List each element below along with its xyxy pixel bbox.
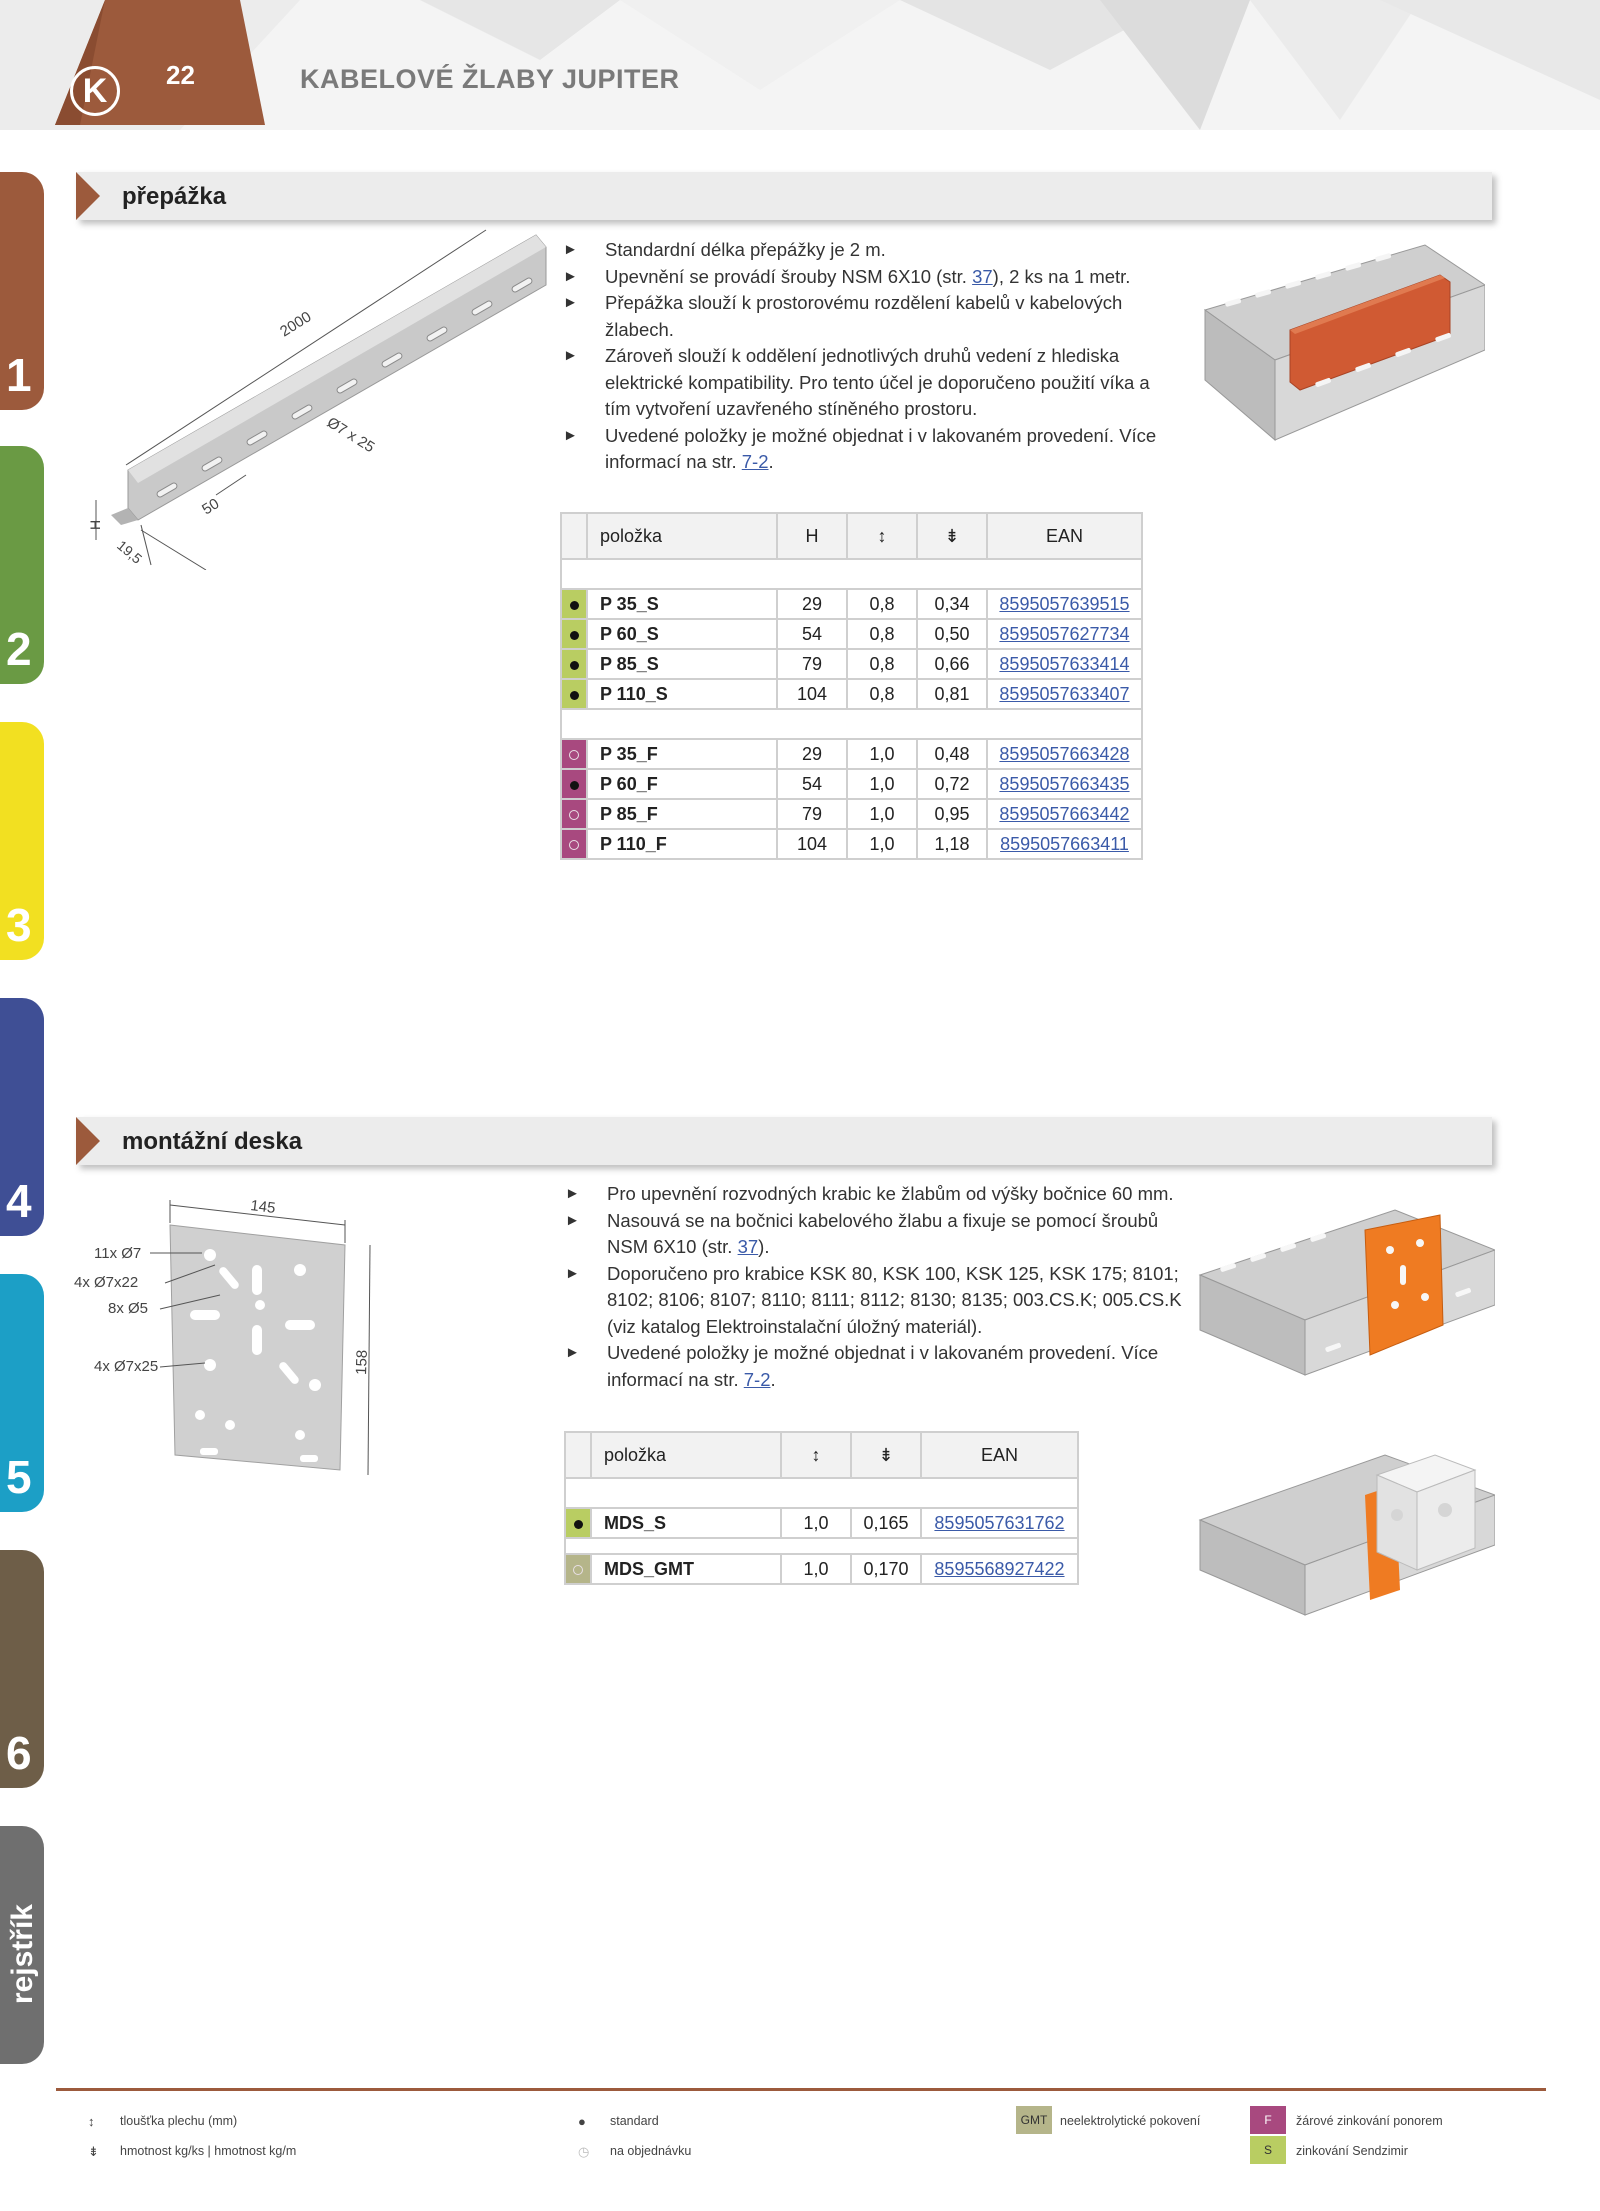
- item-code: P 110_F: [587, 829, 777, 859]
- standard-indicator: [561, 769, 587, 799]
- table-spacer: [561, 559, 1142, 589]
- item-code: P 60_S: [587, 619, 777, 649]
- section-marker: [76, 1117, 100, 1165]
- footer-divider: [56, 2088, 1546, 2091]
- table-header-cell: EAN: [921, 1432, 1078, 1478]
- table-header-cell: [561, 513, 587, 559]
- table-header-row: [561, 513, 1142, 559]
- standard-indicator: [561, 619, 587, 649]
- side-tab-label: 5: [6, 1451, 32, 1503]
- page-link[interactable]: 37: [972, 265, 993, 287]
- ean-link[interactable]: 8595568927422: [934, 1558, 1065, 1579]
- thickness-icon: ↕: [847, 513, 917, 559]
- weight-cell: 0,34: [917, 589, 987, 619]
- table-header-row: [565, 1432, 1078, 1478]
- side-tab-label: 4: [6, 1175, 32, 1227]
- side-tab-4[interactable]: [0, 998, 44, 1236]
- weight-cell: 0,165: [851, 1508, 921, 1538]
- side-tab-label: 3: [6, 899, 32, 951]
- bullet-item: ► Upevnění se provádí šrouby NSM 6X10 (str. 37), 2 ks na 1 metr.: [563, 264, 1163, 291]
- bullet-arrow-icon: ►: [563, 241, 578, 258]
- ean-cell: [987, 619, 1142, 649]
- mounting-plate-description: [565, 1181, 1185, 1393]
- order-indicator: [565, 1554, 591, 1584]
- clock-icon: [569, 750, 579, 760]
- side-tab-label: 1: [6, 349, 32, 401]
- height-cell: 29: [777, 739, 847, 769]
- bullet-item: ► Zároveň slouží k oddělení jednotlivých druhů vedení z hlediska elektrické kompatibility. Pro tento účel je doporučeno použití víka a tím vytvoření uzavřeného stíněného prostoru.: [563, 345, 1150, 419]
- standard-indicator: [561, 589, 587, 619]
- table-spacer: [561, 709, 1142, 739]
- side-tab-5[interactable]: [0, 1274, 44, 1512]
- mounting-plate-drawing: [70, 1185, 390, 1495]
- dimension-height: H: [87, 519, 103, 530]
- table-row: [561, 739, 1142, 769]
- thickness-cell: 0,8: [847, 649, 917, 679]
- section-title: přepážka: [122, 183, 227, 210]
- ean-cell: [987, 769, 1142, 799]
- table-row: [561, 619, 1142, 649]
- bullet-item: ► Pro upevnění rozvodných krabic ke žlabům od výšky bočnice 60 mm.: [565, 1181, 1185, 1208]
- bullet-arrow-icon: ►: [565, 1344, 580, 1361]
- ean-link[interactable]: 8595057663411: [1000, 833, 1129, 854]
- table-row: [561, 799, 1142, 829]
- ean-link[interactable]: 8595057663435: [999, 773, 1130, 794]
- tray-with-mounting-plate-photo: [1195, 1205, 1495, 1380]
- table-spacer-cell: [565, 1538, 1078, 1554]
- ean-cell: [987, 589, 1142, 619]
- dimension-offset: 50: [199, 495, 223, 519]
- dimension-height: 158: [353, 1349, 371, 1376]
- gmt-swatch: GMT: [1016, 2106, 1052, 2134]
- thickness-cell: 0,8: [847, 589, 917, 619]
- bullet-arrow-icon: ►: [563, 347, 578, 364]
- standard-indicator: [561, 679, 587, 709]
- weight-cell: 0,95: [917, 799, 987, 829]
- standard-dot-icon: [570, 601, 579, 610]
- document-title: KABELOVÉ ŽLABY JUPITER: [300, 64, 680, 94]
- weight-cell: 0,72: [917, 769, 987, 799]
- ean-cell: [987, 799, 1142, 829]
- thickness-cell: 1,0: [781, 1554, 851, 1584]
- thickness-cell: 0,8: [847, 679, 917, 709]
- weight-cell: 0,66: [917, 649, 987, 679]
- height-cell: 79: [777, 799, 847, 829]
- clock-icon: [569, 840, 579, 850]
- bullet-item: ► Nasouvá se na bočnici kabelového žlabu a fixuje se pomocí šroubů NSM 6X10 (str. 37).: [565, 1209, 1159, 1257]
- dimension-width: 145: [249, 1197, 277, 1218]
- ean-link[interactable]: 8595057663428: [999, 743, 1130, 764]
- bullet-item: ► Doporučeno pro krabice KSK 80, KSK 100, KSK 125, KSK 175; 8101; 8102; 8106; 8107; 8110; 8111; 8112; 8130; 8135; 003.CS.K; 005.CS.K (viz katalog Elektroinstalační úložný materiál).: [565, 1262, 1182, 1337]
- table-spacer: [565, 1478, 1078, 1508]
- table-header-cell: položka: [591, 1432, 781, 1478]
- header-background: [0, 0, 1600, 130]
- weight-cell: 0,81: [917, 679, 987, 709]
- standard-dot-icon: [570, 661, 579, 670]
- bullet-item: ► Uvedené položky je možné objednat i v lakovaném provedení. Více informací na str. 7-2.: [563, 424, 1157, 472]
- bullet-arrow-icon: ►: [563, 294, 578, 311]
- table-header-cell: EAN: [987, 513, 1142, 559]
- height-cell: 29: [777, 589, 847, 619]
- ean-cell: [921, 1508, 1078, 1538]
- company-logo: K: [70, 66, 120, 116]
- ean-cell: [987, 679, 1142, 709]
- divider-spec-table: [560, 512, 1143, 860]
- legend-f: žárové zinkování ponorem: [1296, 2114, 1443, 2128]
- ean-link[interactable]: 8595057627734: [999, 623, 1130, 644]
- legend-gmt: neelektrolytické pokovení: [1060, 2114, 1201, 2128]
- height-cell: 104: [777, 829, 847, 859]
- bullet-item: ► Přepážka slouží k prostorovému rozdělení kabelů v kabelových žlabech.: [563, 292, 1123, 340]
- page-number: 22: [166, 60, 195, 90]
- ean-link[interactable]: 8595057633407: [999, 683, 1130, 704]
- clock-icon: ◷: [578, 2144, 590, 2159]
- table-header-cell: [565, 1432, 591, 1478]
- weight-icon: ⇟: [88, 2144, 99, 2159]
- legend-standard: standard: [610, 2114, 659, 2128]
- ean-link[interactable]: 8595057639515: [999, 593, 1130, 614]
- thickness-icon: ↕: [781, 1432, 851, 1478]
- ean-cell: [987, 649, 1142, 679]
- page-link[interactable]: 7-2: [743, 1368, 771, 1390]
- table-spacer-cell: [561, 559, 1142, 589]
- bullet-arrow-icon: ►: [563, 426, 578, 444]
- section-header-montazni-deska: [76, 1117, 1492, 1165]
- side-tab-3[interactable]: [0, 722, 44, 960]
- legend-thickness: tloušťka plechu (mm): [120, 2114, 238, 2128]
- ean-link[interactable]: 8595057631762: [934, 1512, 1065, 1533]
- height-cell: 104: [777, 679, 847, 709]
- standard-dot-icon: [574, 1520, 583, 1529]
- item-code: P 35_F: [587, 739, 777, 769]
- item-code: P 85_S: [587, 649, 777, 679]
- clock-icon: [569, 810, 579, 820]
- thickness-cell: 1,0: [847, 829, 917, 859]
- height-cell: 54: [777, 619, 847, 649]
- standard-dot-icon: ●: [578, 2114, 586, 2129]
- hole-label: 11x Ø7: [94, 1245, 142, 1262]
- table-spacer: [565, 1538, 1078, 1554]
- standard-dot-icon: [570, 631, 579, 640]
- divider-drawing: [76, 225, 556, 570]
- table-spacer-cell: [565, 1478, 1078, 1508]
- section-header-prepazka: [76, 172, 1492, 220]
- standard-indicator: [561, 649, 587, 679]
- section-marker: [76, 172, 100, 220]
- side-tab-label: 2: [6, 623, 32, 675]
- standard-dot-icon: [570, 781, 579, 790]
- thickness-cell: 1,0: [781, 1508, 851, 1538]
- side-tab-2[interactable]: [0, 446, 44, 684]
- bullet-arrow-icon: ►: [563, 267, 578, 285]
- mounting-plate-spec-table: [564, 1431, 1079, 1585]
- order-indicator: [561, 739, 587, 769]
- table-header-cell: položka: [587, 513, 777, 559]
- weight-cell: 0,170: [851, 1554, 921, 1584]
- side-tab-rejstrik[interactable]: [0, 1826, 44, 2064]
- order-indicator: [561, 799, 587, 829]
- weight-cell: 1,18: [917, 829, 987, 859]
- table-spacer-cell: [561, 709, 1142, 739]
- cable-tray-with-divider-photo: [1195, 240, 1485, 445]
- page-link[interactable]: 37: [737, 1236, 759, 1257]
- section-title: montážní deska: [122, 1128, 303, 1155]
- divider-description: [563, 237, 1163, 476]
- thickness-cell: 1,0: [847, 769, 917, 799]
- table-row: [565, 1508, 1078, 1538]
- table-header-cell: H: [777, 513, 847, 559]
- thickness-cell: 1,0: [847, 799, 917, 829]
- thickness-cell: 1,0: [847, 739, 917, 769]
- item-code: P 60_F: [587, 769, 777, 799]
- table-row: [561, 679, 1142, 709]
- height-cell: 54: [777, 769, 847, 799]
- page-link[interactable]: 7-2: [741, 451, 769, 472]
- side-tab-label: rejstřík: [6, 1903, 39, 2004]
- height-cell: 79: [777, 649, 847, 679]
- bullet-arrow-icon: ►: [565, 1264, 580, 1282]
- weight-cell: 0,50: [917, 619, 987, 649]
- clock-icon: [573, 1565, 583, 1575]
- table-row: [561, 829, 1142, 859]
- hole-label: 4x Ø7x25: [94, 1358, 159, 1375]
- f-swatch: F: [1250, 2106, 1286, 2134]
- side-tab-1[interactable]: [0, 172, 44, 410]
- ean-cell: [921, 1554, 1078, 1584]
- standard-indicator: [565, 1508, 591, 1538]
- tray-with-junction-box-photo: [1195, 1440, 1495, 1620]
- ean-cell: [987, 829, 1142, 859]
- item-code: P 85_F: [587, 799, 777, 829]
- item-code: P 110_S: [587, 679, 777, 709]
- standard-dot-icon: [570, 691, 579, 700]
- ean-link[interactable]: 8595057663442: [999, 803, 1130, 824]
- side-tab-6[interactable]: [0, 1550, 44, 1788]
- thickness-cell: 0,8: [847, 619, 917, 649]
- table-row: [565, 1554, 1078, 1584]
- item-code: MDS_S: [591, 1508, 781, 1538]
- legend-order: na objednávku: [610, 2144, 692, 2158]
- ean-cell: [987, 739, 1142, 769]
- bullet-item: ► Standardní délka přepážky je 2 m.: [563, 237, 1163, 264]
- table-row: [561, 769, 1142, 799]
- bullet-item: ► Uvedené položky je možné objednat i v lakovaném provedení. Více informací na str. 7-2.: [565, 1342, 1159, 1390]
- bullet-arrow-icon: ►: [565, 1211, 580, 1229]
- order-indicator: [561, 829, 587, 859]
- weight-cell: 0,48: [917, 739, 987, 769]
- s-swatch: S: [1250, 2136, 1286, 2164]
- ean-link[interactable]: 8595057633414: [999, 653, 1130, 674]
- weight-icon: ⇟: [851, 1432, 921, 1478]
- bullet-arrow-icon: ►: [565, 1185, 580, 1202]
- dimension-length: 2000: [277, 308, 315, 341]
- side-tab-label: 6: [6, 1727, 32, 1779]
- legend-weight: hmotnost kg/ks | hmotnost kg/m: [120, 2144, 297, 2158]
- thickness-icon: ↕: [88, 2114, 95, 2129]
- hole-label: 4x Ø7x22: [74, 1274, 139, 1291]
- hole-label: 8x Ø5: [108, 1300, 149, 1317]
- legend-s: zinkování Sendzimir: [1296, 2144, 1408, 2158]
- table-row: [561, 649, 1142, 679]
- dimension-flange: 19,5: [114, 537, 146, 567]
- item-code: P 35_S: [587, 589, 777, 619]
- dimension-slot: Ø7 x 25: [323, 413, 378, 457]
- item-code: MDS_GMT: [591, 1554, 781, 1584]
- weight-icon: ⇟: [917, 513, 987, 559]
- table-row: [561, 589, 1142, 619]
